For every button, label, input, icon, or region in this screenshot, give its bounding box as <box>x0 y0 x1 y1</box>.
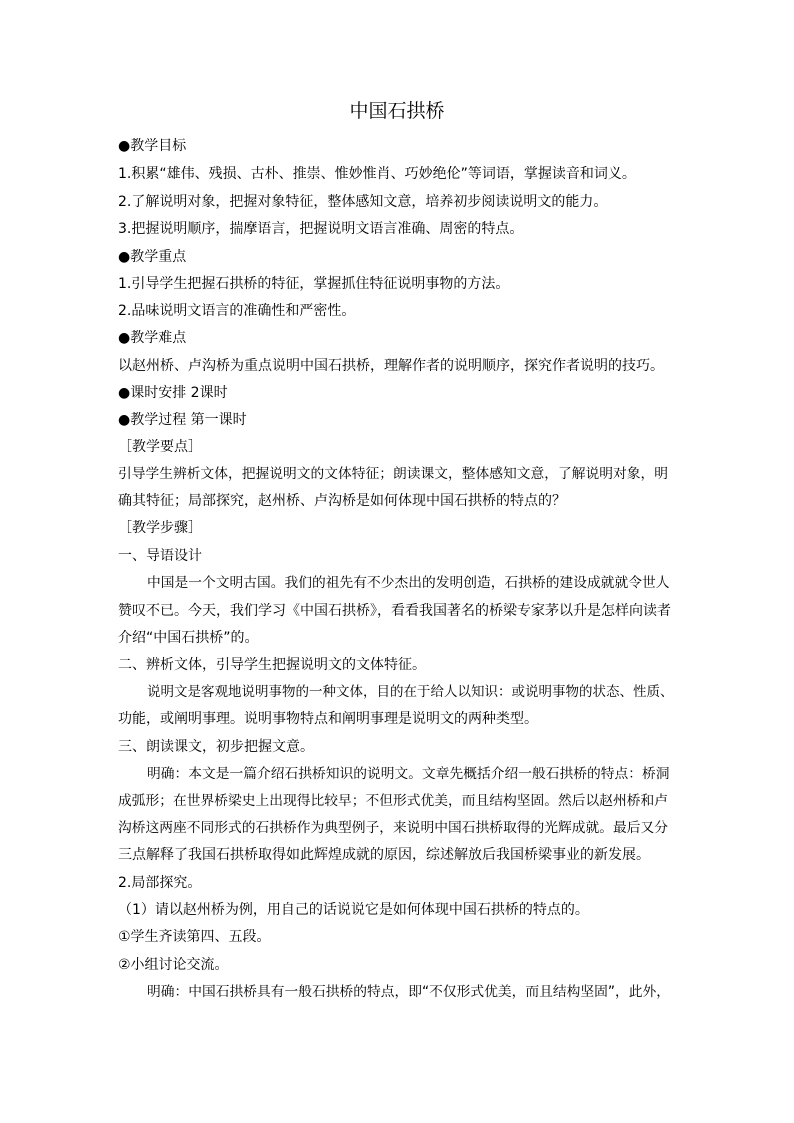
subheading-teaching-steps: ［教学步骤］ <box>118 520 202 536</box>
text-line: 明确：本文是一篇介绍石拱桥知识的说明文。文章先概括介绍一般石拱桥的特点：桥洞 <box>147 766 670 782</box>
text-line: 中国是一个文明古国。我们的祖先有不少杰出的发明创造，石拱桥的建设成就就令世人 <box>147 575 670 591</box>
text-line: 2.了解说明对象，把握对象特征，整体感知文意，培养初步阅读说明文的能力。 <box>118 194 608 210</box>
section-heading-process: ●教学过程 第一课时 <box>118 412 247 428</box>
step-heading: 2.局部探究。 <box>118 875 202 891</box>
section-heading-schedule: ●课时安排 2课时 <box>118 385 228 401</box>
text-line: ②小组讨论交流。 <box>118 957 229 973</box>
document-title: 中国石拱桥 <box>349 100 445 122</box>
text-line: 说明文是客观地说明事物的一种文体，目的在于给人以知识：或说明事物的状态、性质、 <box>147 684 674 700</box>
step-heading: 三、朗读课文，初步把握文意。 <box>118 739 314 755</box>
text-line: 确其特征；局部探究，赵州桥、卢沟桥是如何体现中国石拱桥的特点的？ <box>118 493 566 509</box>
text-line: 3.把握说明顺序，揣摩语言，把握说明文语言准确、周密的特点。 <box>118 221 524 237</box>
text-line: ①学生齐读第四、五段。 <box>118 929 271 945</box>
text-line: 成弧形；在世界桥梁史上出现得比较早；不但形式优美，而且结构坚固。然后以赵州桥和卢 <box>118 793 669 809</box>
section-heading-objectives: ●教学目标 <box>118 138 187 154</box>
text-line: 1.积累“雄伟、残损、古朴、推崇、惟妙惟肖、巧妙绝伦”等词语，掌握读音和词义。 <box>118 166 636 182</box>
text-line: 沟桥这两座不同形式的石拱桥作为典型例子，来说明中国石拱桥取得的光辉成就。最后又分 <box>118 820 669 836</box>
subheading-teaching-points: ［教学要点］ <box>118 439 202 455</box>
text-line: 三点解释了我国石拱桥取得如此辉煌成就的原因，综述解放后我国桥梁事业的新发展。 <box>118 847 650 863</box>
text-line: 功能，或阐明事理。说明事物特点和阐明事理是说明文的两种类型。 <box>118 711 538 727</box>
text-line: 以赵州桥、卢沟桥为重点说明中国石拱桥，理解作者的说明顺序，探究作者说明的技巧。 <box>118 358 664 374</box>
text-line: 赞叹不已。今天，我们学习《中国石拱桥》，看看我国著名的桥梁专家茅以升是怎样向读者 <box>118 603 671 619</box>
text-line: （1）请以赵州桥为例，用自己的话说说它是如何体现中国石拱桥的特点的。 <box>118 902 589 918</box>
text-line: 明确：中国石拱桥具有一般石拱桥的特点，即“不仅形式优美，而且结构坚固”，此外， <box>147 984 670 1000</box>
text-line: 2.品味说明文语言的准确性和严密性。 <box>118 303 356 319</box>
section-heading-key-points: ●教学重点 <box>118 249 187 265</box>
text-line: 介绍“中国石拱桥”的。 <box>118 630 259 646</box>
step-heading: 一、导语设计 <box>118 548 202 564</box>
text-line: 1.引导学生把握石拱桥的特征，掌握抓住特征说明事物的方法。 <box>118 276 510 292</box>
text-line: 引导学生辨析文体，把握说明文的文体特征；朗读课文，整体感知文意，了解说明对象，明 <box>118 466 669 482</box>
section-heading-difficulties: ●教学难点 <box>118 330 187 346</box>
step-heading: 二、辨析文体，引导学生把握说明文的文体特征。 <box>118 657 426 673</box>
